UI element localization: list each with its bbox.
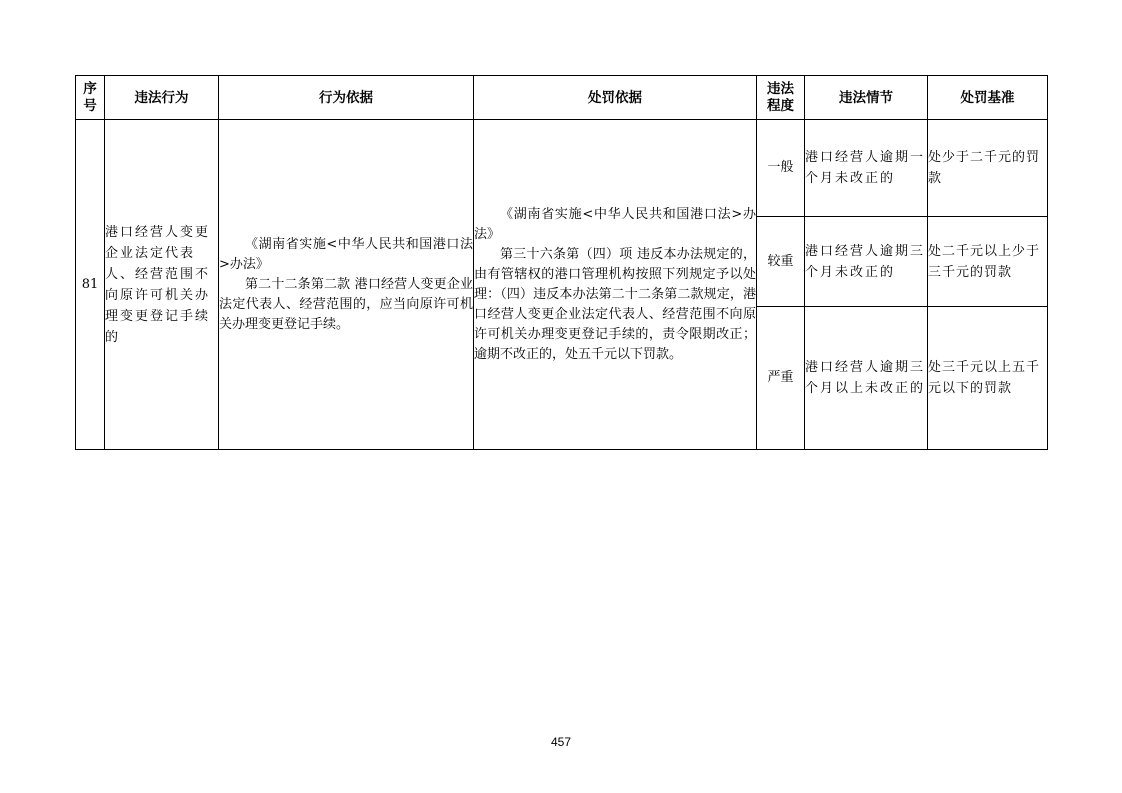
header-circumstance: 违法情节	[805, 76, 928, 120]
cell-degree-serious: 较重	[757, 217, 805, 307]
cell-behavior-basis	[219, 120, 474, 450]
cell-standard-serious: 处二千元以上少于三千元的罚款	[928, 217, 1048, 307]
table-row	[76, 120, 1048, 217]
penalty-basis-clause: 第三十六条第（四）项 违反本办法规定的，由有管辖权的港口管理机构按照下列规定予以处理：（四）违反本办法第二十二条第二款规定，港口经营人变更企业法定代表人、经营范围不向原许可机关办理变更登记手续的，责令限期改正；逾期不改正的，处五千元以下罚款。	[474, 246, 756, 362]
cell-circumstance-general: 港口经营人逾期一个月未改正的	[805, 120, 928, 217]
behavior-basis-title: 《湖南省实施<中华人民共和国港口法>办法》	[219, 236, 473, 272]
cell-seq: 81	[76, 120, 105, 450]
header-seq-line2: 号	[83, 97, 97, 114]
cell-degree-severe: 严重	[757, 307, 805, 450]
header-behavior: 违法行为	[105, 76, 219, 120]
cell-degree-general: 一般	[757, 120, 805, 217]
header-standard: 处罚基准	[928, 76, 1048, 120]
cell-standard-severe: 处三千元以上五千元以下的罚款	[928, 307, 1048, 450]
cell-behavior: 港口经营人变更企业法定代表人、经营范围不向原许可机关办理变更登记手续的	[105, 120, 219, 450]
cell-circumstance-serious: 港口经营人逾期三个月未改正的	[805, 217, 928, 307]
page-number: 457	[550, 735, 572, 749]
header-seq-line1: 序	[83, 80, 97, 97]
behavior-basis-clause: 第二十二条第二款 港口经营人变更企业法定代表人、经营范围的，应当向原许可机关办理变更登记手续。	[219, 276, 473, 332]
penalty-standard-table	[75, 75, 1048, 450]
cell-penalty-basis	[474, 120, 757, 450]
penalty-basis-title: 《湖南省实施<中华人民共和国港口法>办法》	[474, 206, 756, 242]
header-behavior-basis: 行为依据	[219, 76, 474, 120]
header-degree-line2: 程度	[767, 97, 794, 114]
header-degree	[757, 76, 805, 120]
header-seq	[76, 76, 105, 120]
cell-circumstance-severe: 港口经营人逾期三个月以上未改正的	[805, 307, 928, 450]
header-degree-line1: 违法	[767, 80, 794, 97]
header-penalty-basis: 处罚依据	[474, 76, 757, 120]
table-header-row	[76, 76, 1048, 120]
cell-standard-general: 处少于二千元的罚款	[928, 120, 1048, 217]
